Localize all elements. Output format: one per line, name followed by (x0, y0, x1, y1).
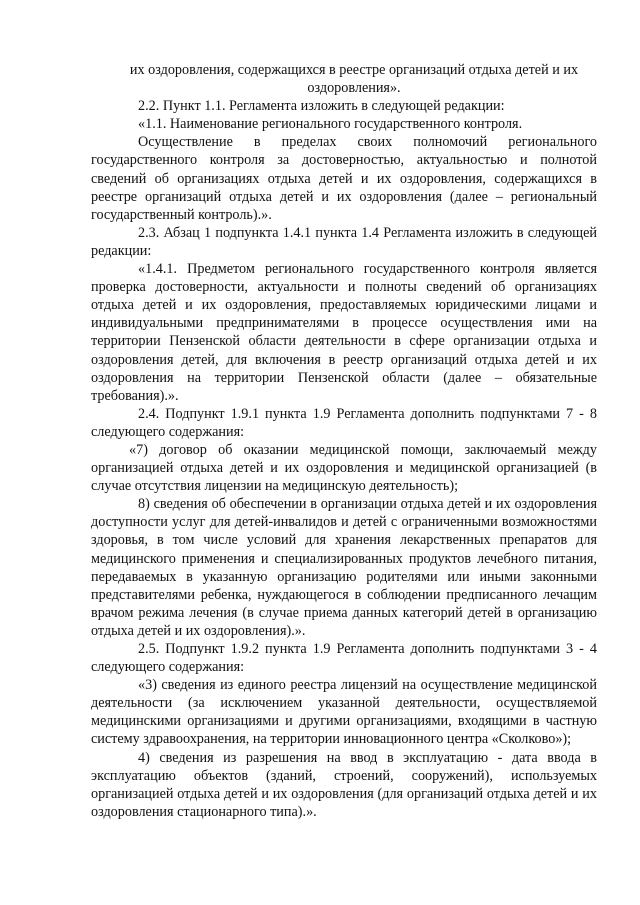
paragraph-1-1-body: Осуществление в пределах своих полномочий регионального государственного контроля за достоверностью, актуальностью и полнотой сведений об организациях отдыха детей и их оздоровления, содержащихся в реестре организаций отдыха детей и их оздоровления (далее – региональный государственный контроль).». (91, 134, 597, 223)
paragraph-1-1-title: «1.1. Наименование регионального государственного контроля. (138, 116, 523, 133)
paragraph-2-4: 2.4. Подпункт 1.9.1 пункта 1.9 Регламента дополнить подпунктами 7 - 8 следующего содержания: (91, 405, 597, 440)
paragraph-2-5: 2.5. Подпункт 1.9.2 пункта 1.9 Регламента дополнить подпунктами 3 - 4 следующего содержания: (91, 641, 597, 676)
list-item-3: «3) сведения из единого реестра лицензий на осуществление медицинской деятельности (за исключением указанной деятельности, осуществляемой медицинскими организациями и другими организациями, входящими в частную систему здравоохранения, на территории инновационного центра «Сколково»); (91, 677, 597, 748)
paragraph-2-3: 2.3. Абзац 1 подпункта 1.4.1 пункта 1.4 Регламента изложить в следующей редакции: (91, 224, 597, 259)
paragraph-continuation: их оздоровления, содержащихся в реестре организаций отдыха детей и их оздоровления». (129, 62, 579, 97)
list-item-4: 4) сведения из разрешения на ввод в эксплуатацию - дата ввода в эксплуатацию объектов (зданий, строений, сооружений), используемых организацией отдыха детей и их оздоровления (для организаций отдыха детей и их оздоровления стационарного типа).». (91, 749, 597, 820)
paragraph-2-2: 2.2. Пункт 1.1. Регламента изложить в следующей редакции: (138, 98, 505, 115)
list-item-8: 8) сведения об обеспечении в организации отдыха детей и их оздоровления доступности услуг для детей-инвалидов и детей с ограниченными возможностями здоровья, в том числе условий для хранения лекарственных препаратов для медицинского применения и специализированных продуктов лечебного питания, передаваемых в указанную организацию родителями или иными законными представителями ребенка, нуждающегося в соблюдении предписанного лечащим врачом режима лечения (в случае приема данных категорий детей в организацию отдыха детей и их оздоровления).». (91, 496, 597, 639)
paragraph-1-4-1: «1.4.1. Предметом регионального государственного контроля является проверка достоверности, актуальности и полноты сведений об организациях отдыха детей и их оздоровления, предоставляемых юридическими лицами и индивидуальными предпринимателями в процессе осуществления ими на территории Пензенской области деятельности в сфере организации отдыха и оздоровления детей, для включения в реестр организаций отдыха детей и их оздоровления на территории Пензенской области (далее – обязательные требования).». (91, 261, 597, 404)
list-item-7: «7) договор об оказании медицинской помощи, заключаемый между организацией отдыха детей и их оздоровления и медицинской организацией (в случае отсутствия лицензии на медицинскую деятельность); (91, 441, 597, 495)
